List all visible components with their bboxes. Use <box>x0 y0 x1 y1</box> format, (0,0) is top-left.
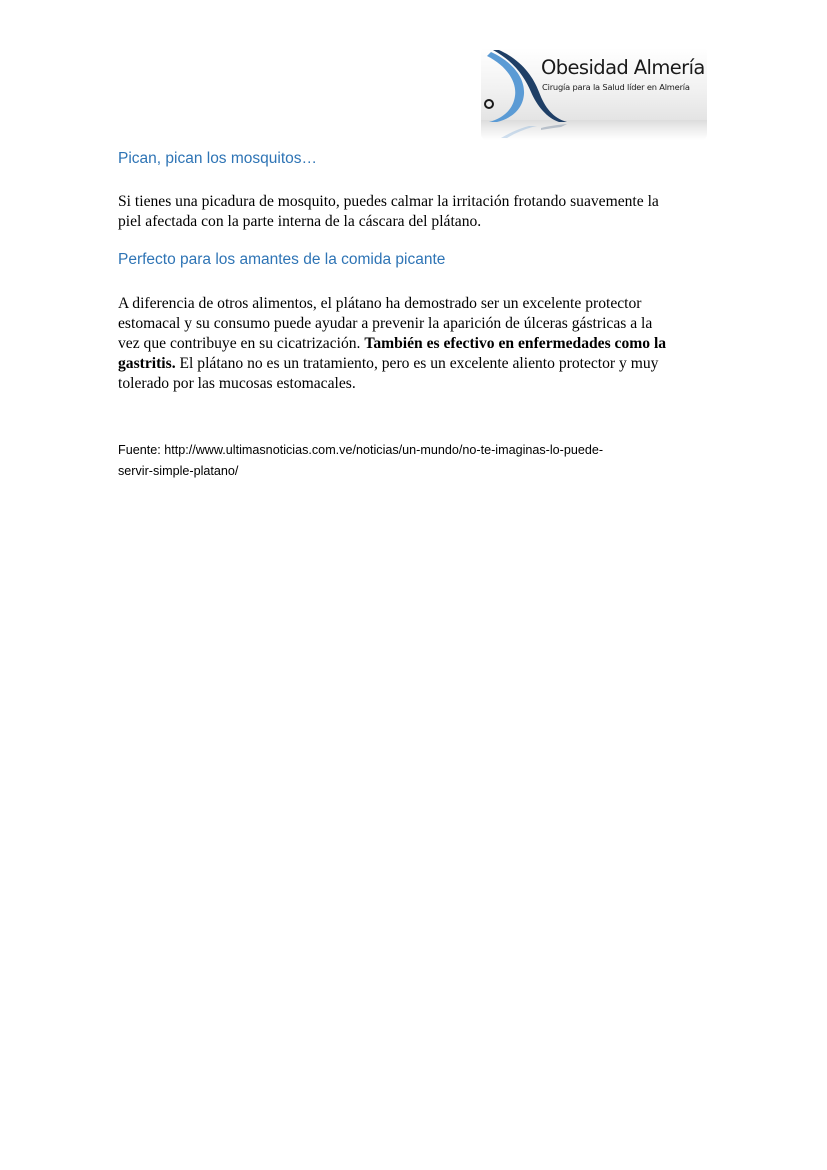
logo-arc-reflection-2 <box>541 124 567 130</box>
paragraph-line: piel afectada con la parte interna de la cáscara del plátano. <box>118 213 482 230</box>
logo-arc-reflection <box>501 126 537 138</box>
logo <box>481 48 707 140</box>
logo-subtitle: Cirugía para la Salud líder en Almería <box>542 82 690 92</box>
logo-ring <box>485 100 493 108</box>
paragraph-line: tolerado por las mucosas estomacales. <box>118 375 356 392</box>
source-line: Fuente: http://www.ultimasnoticias.com.ve/noticias/un-mundo/no-te-imaginas-lo-puede- <box>118 443 604 457</box>
paragraph-text: El plátano no es un tratamiento, pero es un excelente aliento protector y muy <box>179 355 659 372</box>
paragraph-line: A diferencia de otros alimentos, el plátano ha demostrado ser un excelente protector <box>118 295 642 312</box>
paragraph-comida-picante <box>118 294 710 394</box>
section-heading-mosquitos: Pican, pican los mosquitos… <box>118 150 318 167</box>
paragraph-line: estomacal y su consumo puede ayudar a prevenir la aparición de úlceras gástricas a la <box>118 315 653 332</box>
source-citation <box>118 440 718 482</box>
paragraph-text: vez que contribuye en su cicatrización. <box>118 335 361 352</box>
logo-title: Obesidad Almería <box>541 56 705 79</box>
paragraph-line <box>118 354 710 374</box>
paragraph-bold-text: También es efectivo en enfermedades como la <box>364 335 667 352</box>
paragraph-mosquitos <box>118 192 710 232</box>
paragraph-line <box>118 334 710 354</box>
paragraph-bold-text: gastritis. <box>118 355 176 372</box>
paragraph-line: Si tienes una picadura de mosquito, puedes calmar la irritación frotando suavemente la <box>118 193 659 210</box>
section-heading-comida-picante: Perfecto para los amantes de la comida picante <box>118 251 446 268</box>
source-line: servir-simple-platano/ <box>118 464 239 478</box>
